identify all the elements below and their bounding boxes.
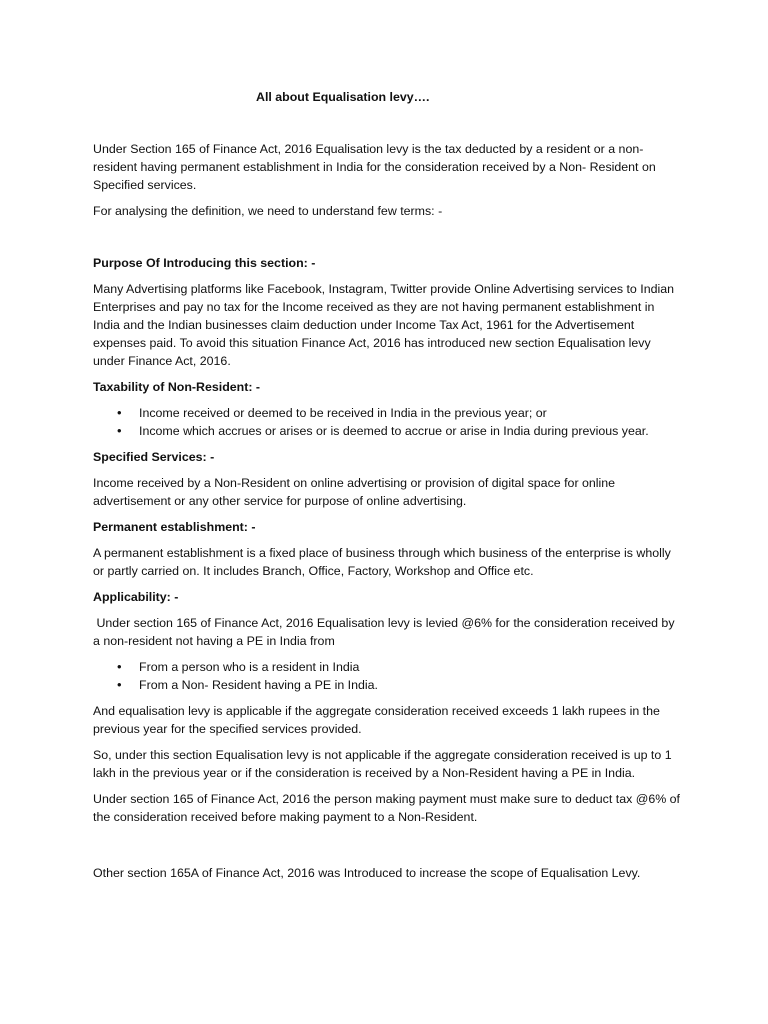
section-165a-paragraph: Other section 165A of Finance Act, 2016 was Introduced to increase the scope of Equalisation Levy. <box>93 866 641 880</box>
list-item: • Income received or deemed to be received in India in the previous year; or <box>139 404 683 422</box>
taxability-heading: Taxability of Non-Resident: - <box>93 380 261 394</box>
list-item: • From a person who is a resident in India <box>139 658 683 676</box>
document-page <box>93 88 683 890</box>
purpose-paragraph: Many Advertising platforms like Facebook, Instagram, Twitter provide Online Advertising services to Indian Enterprises and pay no tax for the Income received as they are not having permanent establishment in India and the Indian businesses claim deduction under Income Tax Act, 1961 for the Advertisement expenses paid. To avoid this situation Finance Act, 2016 has introduced new section Equalisation levy under Finance Act, 2016. <box>93 282 675 368</box>
definition-intro-paragraph: For analysing the definition, we need to understand few terms: - <box>93 204 443 218</box>
not-applicable-paragraph: So, under this section Equalisation levy is not applicable if the aggregate consideration received is up to 1 lakh in the previous year or if the consideration is received by a Non-Resident having a PE in India. <box>93 748 672 780</box>
aggregate-paragraph: And equalisation levy is applicable if the aggregate consideration received exceeds 1 lakh rupees in the previous year for the specified services provided. <box>93 704 660 736</box>
applicability-list <box>93 658 683 694</box>
document-title: All about Equalisation levy…. <box>256 90 430 104</box>
specified-services-paragraph: Income received by a Non-Resident on online advertising or provision of digital space for online advertisement or any other service for purpose of online advertising. <box>93 476 616 508</box>
permanent-establishment-paragraph: A permanent establishment is a fixed place of business through which business of the enterprise is wholly or partly carried on. It includes Branch, Office, Factory, Workshop and Office etc. <box>93 546 671 578</box>
permanent-establishment-heading: Permanent establishment: - <box>93 520 256 534</box>
intro-paragraph: Under Section 165 of Finance Act, 2016 Equalisation levy is the tax deducted by a resident or a non-resident having permanent establishment in India for the consideration received by a Non- Resident on Specified services. <box>93 142 656 192</box>
taxability-list <box>93 404 683 440</box>
list-item: • Income which accrues or arises or is deemed to accrue or arise in India during previous year. <box>139 422 683 440</box>
specified-services-heading: Specified Services: - <box>93 450 215 464</box>
purpose-heading: Purpose Of Introducing this section: - <box>93 256 316 270</box>
applicability-heading: Applicability: - <box>93 590 179 604</box>
applicability-paragraph: Under section 165 of Finance Act, 2016 Equalisation levy is levied @6% for the consideration received by a non-resident not having a PE in India from <box>93 616 678 648</box>
list-item: • From a Non- Resident having a PE in India. <box>139 676 683 694</box>
deduct-tax-paragraph: Under section 165 of Finance Act, 2016 the person making payment must make sure to deduct tax @6% of the consideration received before making payment to a Non-Resident. <box>93 792 680 824</box>
